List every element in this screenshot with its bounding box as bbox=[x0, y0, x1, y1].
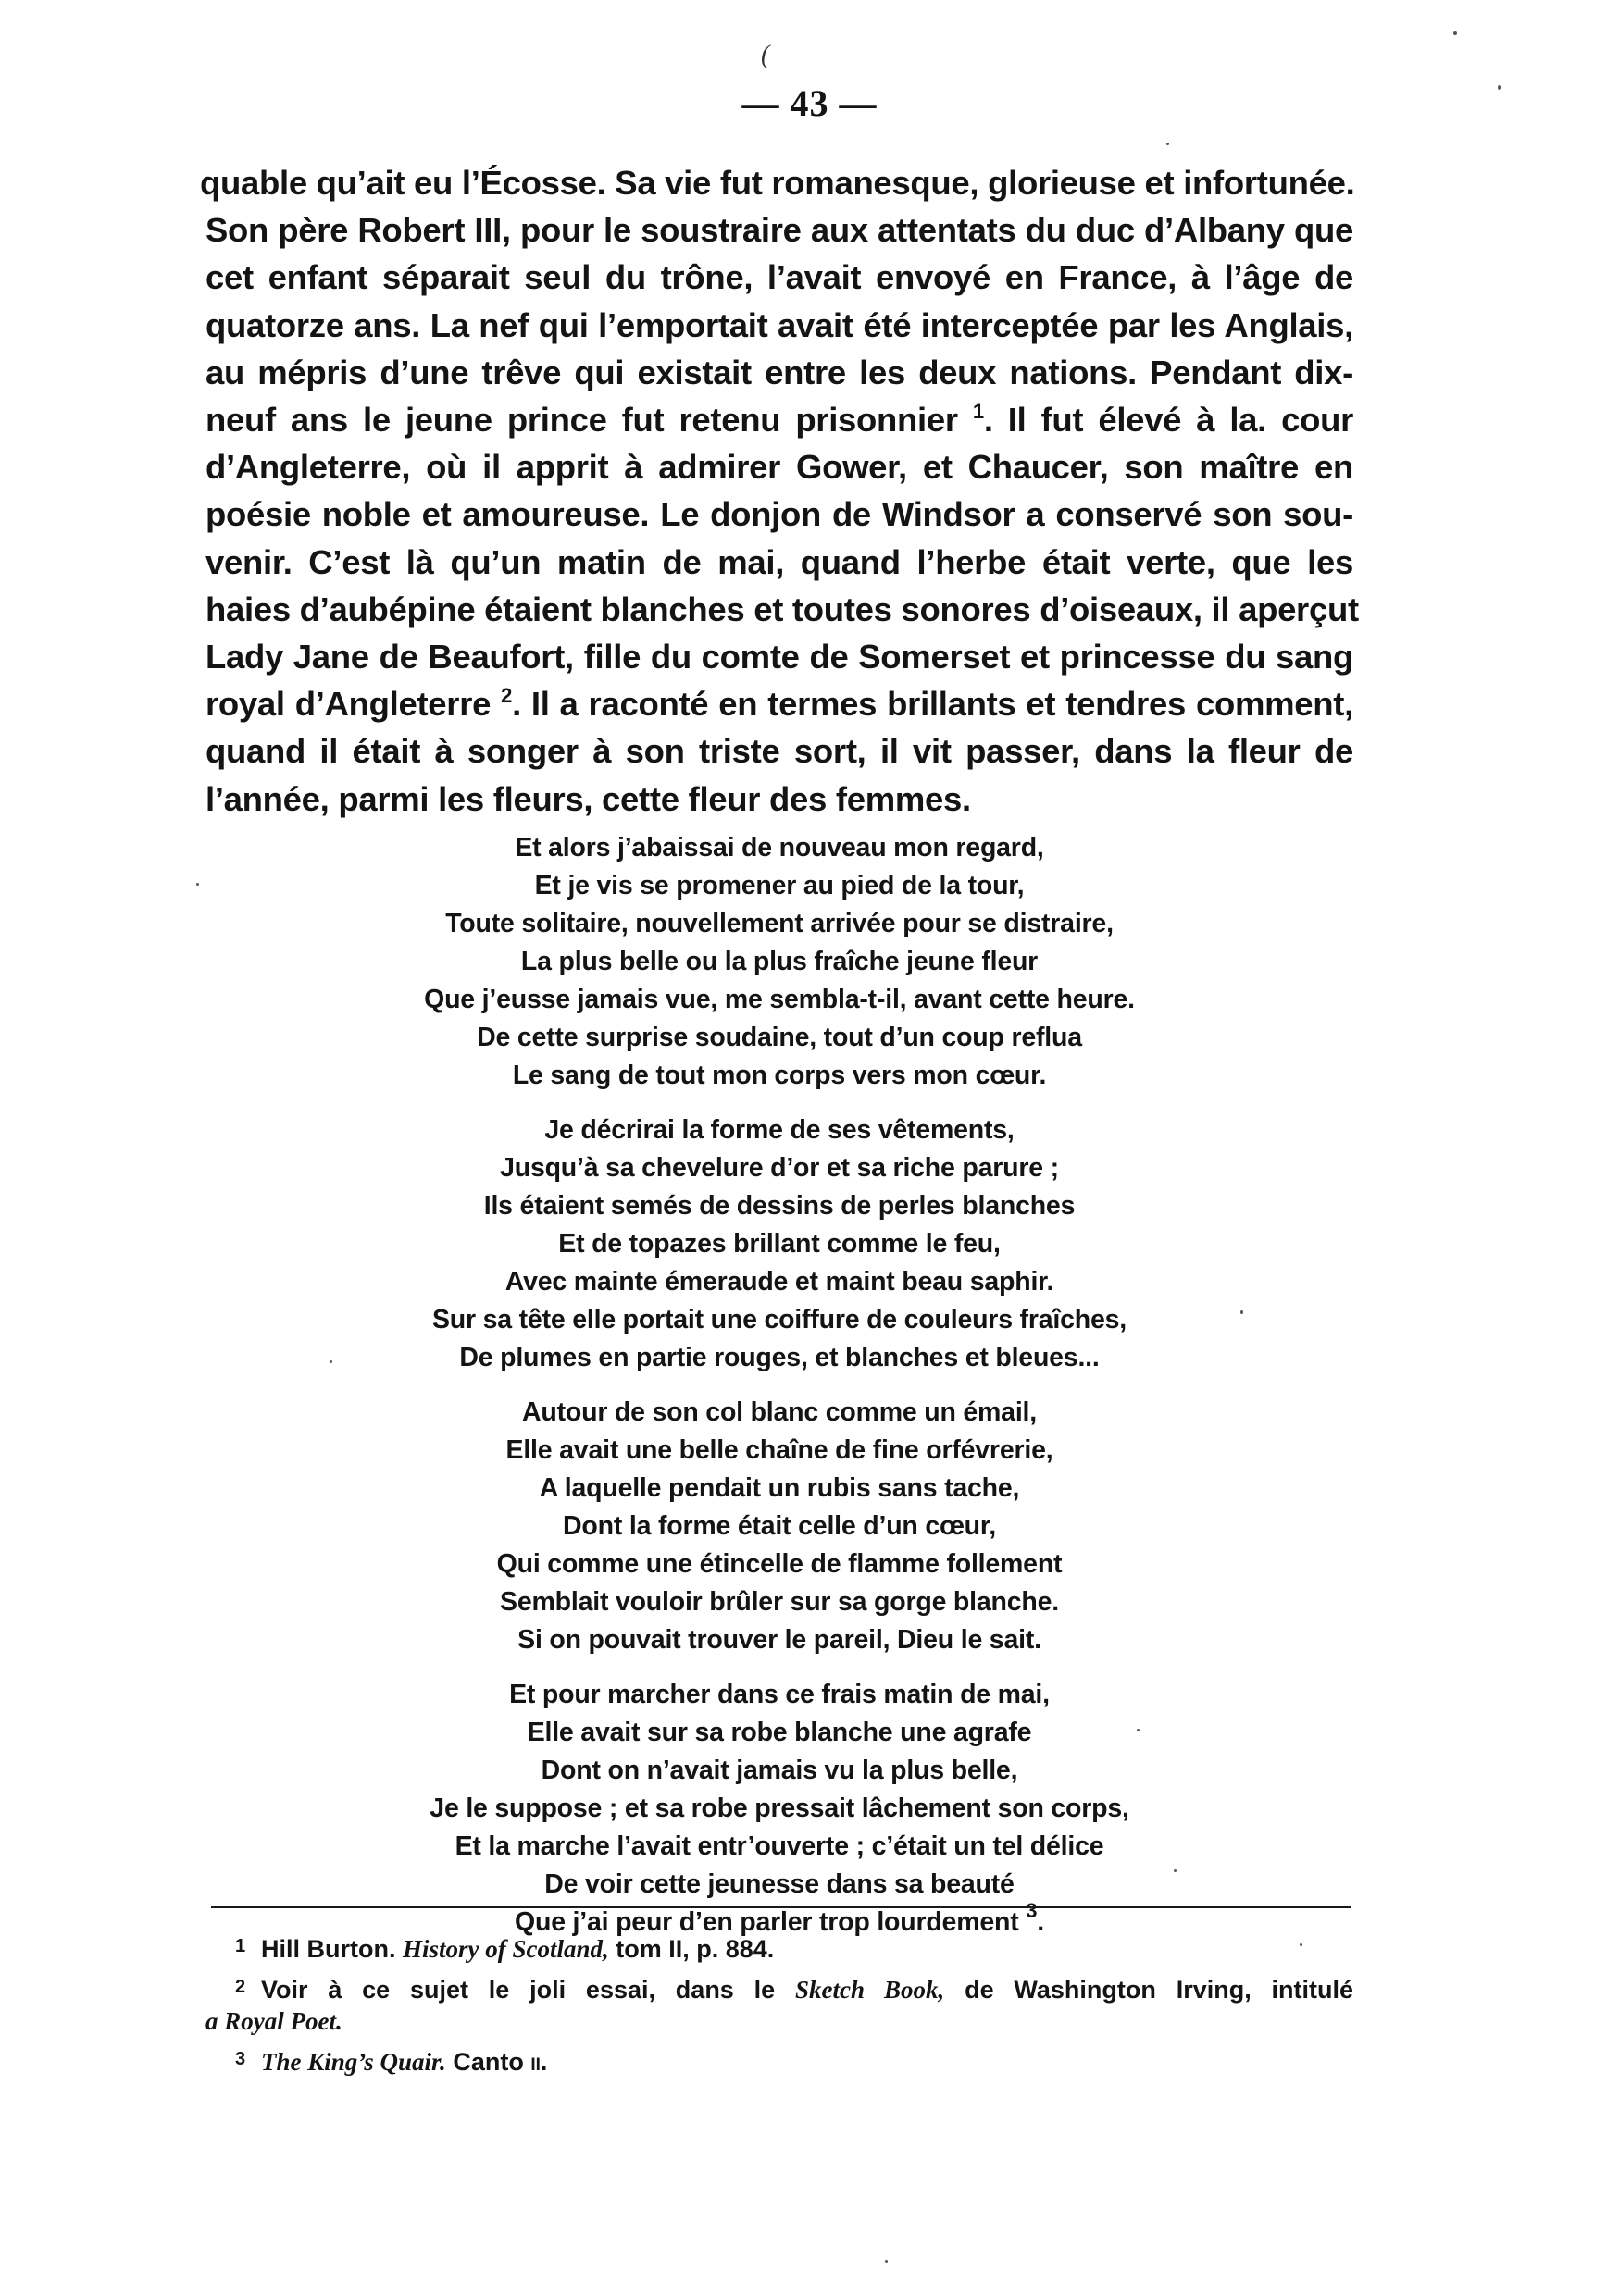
scan-speck bbox=[1240, 1310, 1243, 1314]
verse-line: Et la marche l’avait entr’ouverte ; c’était un tel délice bbox=[455, 1831, 1104, 1861]
verse-line: Qui comme une étincelle de flamme follement bbox=[496, 1549, 1063, 1579]
scan-speck bbox=[330, 1360, 332, 1363]
scan-speck bbox=[1453, 31, 1457, 35]
prose-line-part: royal d’Angleterre bbox=[205, 685, 492, 724]
prose-line: cet enfant séparait seul du trône, l’avait envoyé en France, à l’âge de bbox=[205, 258, 1353, 297]
footnote-text: Hill Burton. bbox=[261, 1935, 403, 1963]
footnote-canto: ii. bbox=[530, 2048, 548, 2076]
footnote-1 bbox=[205, 1930, 1353, 1965]
footnote-ref-1: 1 bbox=[972, 400, 984, 424]
footnote-title: The King’s Quair. bbox=[261, 2048, 446, 2076]
prose-line-with-ref bbox=[205, 680, 1353, 727]
prose-line: Son père Robert III, pour le soustraire aux attentats du duc d’Albany que bbox=[205, 211, 1353, 250]
verse-line: Jusqu’à sa chevelure d’or et sa riche parure ; bbox=[500, 1153, 1059, 1183]
prose-line: Lady Jane de Beaufort, fille du comte de Somerset et princesse du sang bbox=[205, 638, 1353, 676]
scan-speck bbox=[1166, 143, 1169, 145]
prose-line-part: neuf ans le jeune prince fut retenu prisonnier bbox=[205, 401, 958, 440]
footnote-ref-3: 3 bbox=[1026, 1899, 1038, 1922]
stanza-4 bbox=[205, 1676, 1353, 1942]
footnote-title-cont: a Royal Poet. bbox=[205, 2007, 342, 2035]
verse-line: Elle avait sur sa robe blanche une agrafe bbox=[527, 1718, 1032, 1747]
verse-line: De voir cette jeunesse dans sa beauté bbox=[544, 1869, 1015, 1899]
prose-line: l’année, parmi les fleurs, cette fleur des femmes. bbox=[205, 779, 971, 818]
verse-line: Et je vis se promener au pied de la tour, bbox=[534, 871, 1025, 900]
verse-line: Si on pouvait trouver le pareil, Dieu le sait. bbox=[517, 1625, 1041, 1655]
scan-speck bbox=[196, 883, 199, 886]
verse-line: La plus belle ou la plus fraîche jeune fleur bbox=[520, 947, 1039, 976]
page-number: — 43 — bbox=[741, 82, 878, 124]
verse-line: Autour de son col blanc comme un émail, bbox=[522, 1397, 1037, 1427]
footnote-text: de Washington Irving, intitulé bbox=[944, 1976, 1354, 2004]
footnote-text: Canto bbox=[445, 2048, 531, 2076]
prose-line: au mépris d’une trêve qui existait entre les deux nations. Pendant dix- bbox=[205, 353, 1353, 391]
verse-line: Et pour marcher dans ce frais matin de mai, bbox=[509, 1680, 1050, 1709]
prose-line: quand il était à songer à son triste sort, il vit passer, dans la fleur de bbox=[205, 732, 1353, 771]
footnote-ref-2: 2 bbox=[501, 684, 513, 708]
verse-line: Le sang de tout mon corps vers mon cœur. bbox=[512, 1061, 1047, 1090]
verse-line: Dont on n’avait jamais vu la plus belle, bbox=[541, 1756, 1018, 1785]
footnote-number: 1 bbox=[235, 1936, 246, 1956]
scan-speck bbox=[885, 2260, 888, 2263]
prose-line: quatorze ans. La nef qui l’emportait avait été interceptée par les Anglais, bbox=[205, 305, 1353, 344]
verse-line: Et de topazes brillant comme le feu, bbox=[558, 1229, 1001, 1259]
verse-line: De cette surprise soudaine, tout d’un coup reflua bbox=[477, 1023, 1082, 1052]
verse-end-punct: . bbox=[1037, 1907, 1044, 1937]
prose-line-part: . Il a raconté en termes brillants et tendres comment, bbox=[512, 685, 1353, 724]
prose-line: venir. C’est là qu’un matin de mai, quand l’herbe était verte, que les bbox=[205, 542, 1353, 581]
body-paragraph bbox=[200, 159, 1359, 823]
prose-line: poésie noble et amoureuse. Le donjon de Windsor a conservé son sou- bbox=[205, 495, 1353, 534]
prose-line: quable qu’ait eu l’Écosse. Sa vie fut romanesque, glorieuse et infortunée. bbox=[200, 164, 1355, 202]
footnote-separator bbox=[211, 1906, 1351, 1908]
footnote-text: tom II, p. 884. bbox=[608, 1935, 775, 1963]
stanza-1 bbox=[205, 829, 1353, 1095]
footnote-line bbox=[205, 1971, 1353, 2005]
verse-line: Sur sa tête elle portait une coiffure de couleurs fraîches, bbox=[431, 1305, 1127, 1334]
verse-line: A laquelle pendait un rubis sans tache, bbox=[539, 1473, 1020, 1503]
footnotes bbox=[205, 1930, 1353, 2084]
footnote-3 bbox=[205, 2043, 1353, 2078]
footnote-title: History of Scotland, bbox=[402, 1935, 609, 1963]
verse-line-part: Que j’ai peur d’en parler trop lourdement bbox=[515, 1907, 1019, 1937]
footnote-text: Voir à ce sujet le joli essai, dans le bbox=[261, 1976, 795, 2004]
stanza-3 bbox=[205, 1394, 1353, 1659]
scan-speck bbox=[1137, 1729, 1140, 1731]
verse-line: Et alors j’abaissai de nouveau mon regard, bbox=[515, 833, 1044, 863]
scan-speck bbox=[1300, 1943, 1302, 1946]
verse-line: Avec mainte émeraude et maint beau saphir. bbox=[504, 1267, 1054, 1297]
verse-line: De plumes en partie rouges, et blanches et bleues... bbox=[459, 1343, 1100, 1372]
footnote-2 bbox=[205, 1971, 1353, 2037]
verse-line: Elle avait une belle chaîne de fine orfévrerie, bbox=[505, 1435, 1053, 1465]
top-mark: ( bbox=[761, 41, 770, 69]
prose-line: haies d’aubépine étaient blanches et toutes sonores d’oiseaux, il aperçut bbox=[205, 590, 1359, 628]
verse-line: Je le suppose ; et sa robe pressait lâchement son corps, bbox=[430, 1793, 1129, 1823]
scan-speck bbox=[1498, 85, 1501, 90]
footnote-title: Sketch Book, bbox=[794, 1976, 945, 2004]
footnote-number: 3 bbox=[235, 2049, 246, 2069]
verse-line: Je décrirai la forme de ses vêtements, bbox=[544, 1115, 1015, 1145]
verse-line: Semblait vouloir brûler sur sa gorge blanche. bbox=[500, 1587, 1059, 1617]
verse-line: Toute solitaire, nouvellement arrivée pour se distraire, bbox=[445, 909, 1114, 938]
scan-speck bbox=[1174, 1869, 1177, 1872]
verse-line: Que j’eusse jamais vue, me sembla-t-il, avant cette heure. bbox=[424, 985, 1135, 1014]
verse-line: Dont la forme était celle d’un cœur, bbox=[563, 1511, 996, 1541]
prose-line-part: . Il fut élevé à la. cour bbox=[983, 401, 1353, 440]
verse-line: Ils étaient semés de dessins de perles blanches bbox=[483, 1191, 1076, 1221]
prose-line: d’Angleterre, où il apprit à admirer Gower, et Chaucer, son maître en bbox=[205, 448, 1353, 487]
verse-quotation bbox=[205, 829, 1353, 1958]
footnote-number: 2 bbox=[235, 1977, 246, 1997]
prose-line-with-ref bbox=[205, 396, 1353, 443]
stanza-2 bbox=[205, 1111, 1353, 1377]
